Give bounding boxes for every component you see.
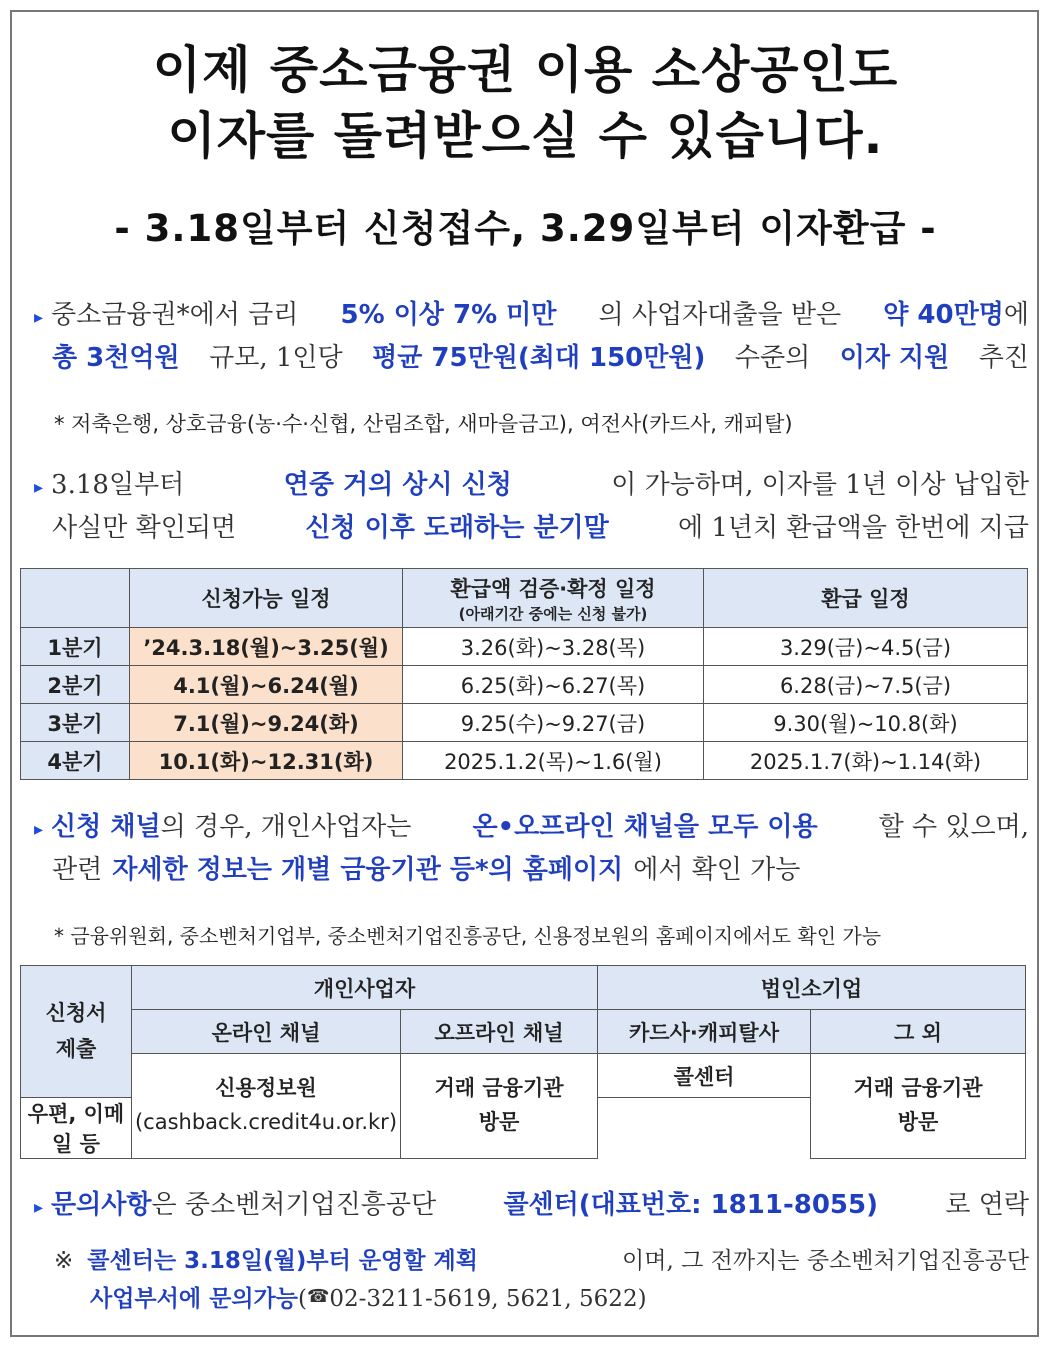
table-header-refund: 환급 일정 xyxy=(704,569,1028,628)
section1-line1 xyxy=(34,300,1029,331)
section3-line1 xyxy=(34,812,1029,843)
highlight-always: 연중 거의 상시 신청 xyxy=(283,470,512,500)
phone-icon: ☎ xyxy=(306,1285,330,1307)
verify-cell: 3.26(화)~3.28(목) xyxy=(403,628,704,666)
section2 xyxy=(34,470,1029,544)
verify-header-note: (아래기간 중에는 신청 불가) xyxy=(458,604,648,623)
online-url: (cashback.credit4u.or.kr) xyxy=(134,1110,398,1134)
text: 에서 확인 가능 xyxy=(633,855,801,886)
section3 xyxy=(34,812,1029,886)
table-row xyxy=(21,966,1026,1010)
text: 추진 xyxy=(978,343,1029,374)
text: 의 경우, 개인사업자는 xyxy=(160,812,412,842)
highlight-rate: 5% 이상 7% 미만 xyxy=(340,300,557,330)
other-value-line2: 방문 xyxy=(897,1110,939,1134)
text: 이 가능하며, 이자를 1년 이상 납입한 xyxy=(611,470,1029,500)
highlight-count: 약 40만명 xyxy=(883,300,1004,330)
table-row xyxy=(21,1010,1026,1054)
apply-cell: 7.1(월)~9.24(화) xyxy=(130,704,403,742)
quarter-cell: 1분기 xyxy=(21,628,130,666)
quarter-cell: 4분기 xyxy=(21,742,130,780)
highlight-callcenter: 콜센터(대표번호: 1811-8055) xyxy=(503,1190,878,1220)
col-other-header: 그 외 xyxy=(811,1010,1026,1054)
highlight-callcenter-plan: 콜센터는 3.18일(월)부터 운영할 계획 xyxy=(87,1248,478,1274)
highlight-inquiry: 문의사항 xyxy=(51,1190,152,1220)
apply-cell: ’24.3.18(월)~3.25(월) xyxy=(130,628,403,666)
table-header-verify xyxy=(403,569,704,628)
section2-line1 xyxy=(34,470,1029,501)
section3-note: * 금융위원회, 중소벤처기업부, 중소벤처기업진흥공단, 신용정보원의 홈페이지에서도 확인 가능 xyxy=(54,924,882,948)
section4-note-line1 xyxy=(54,1248,1029,1276)
table-header-empty xyxy=(21,569,130,628)
highlight-online-offline: 온•오프라인 채널을 모두 이용 xyxy=(472,812,818,842)
phone-numbers: 02-3211-5619, 5621, 5622) xyxy=(329,1285,647,1312)
text: 중소금융권*에서 금리 xyxy=(51,300,299,330)
offline-value-line2: 방문 xyxy=(478,1110,520,1134)
col-offline-header: 오프라인 채널 xyxy=(401,1010,598,1054)
row-header-line2: 제출 xyxy=(55,1036,97,1061)
refund-cell: 9.30(월)~10.8(화) xyxy=(704,704,1028,742)
refund-cell: 6.28(금)~7.5(금) xyxy=(704,666,1028,704)
section1 xyxy=(34,300,1029,374)
section4-line1 xyxy=(34,1190,1029,1221)
text: 규모, 1인당 xyxy=(209,343,343,374)
quarter-cell: 3분기 xyxy=(21,704,130,742)
table-row xyxy=(21,704,1028,742)
verify-cell: 9.25(수)~9.27(금) xyxy=(403,704,704,742)
apply-cell: 10.1(화)~12.31(화) xyxy=(130,742,403,780)
group-individual-header: 개인사업자 xyxy=(132,966,598,1010)
highlight-channel: 신청 채널 xyxy=(51,812,161,842)
refund-cell: 2025.1.7(화)~1.14(화) xyxy=(704,742,1028,780)
text: 3.18일부터 xyxy=(51,470,185,500)
table-row xyxy=(21,742,1028,780)
title-line1: 이제 중소금융권 이용 소상공인도 xyxy=(152,41,899,99)
text: 에 xyxy=(1003,300,1029,330)
col-online-header: 온라인 채널 xyxy=(132,1010,401,1054)
verify-cell: 2025.1.2(목)~1.6(월) xyxy=(403,742,704,780)
title-line2: 이자를 돌려받으실 수 있습니다. xyxy=(167,107,884,165)
section3-line2 xyxy=(34,855,1029,886)
table-header-apply: 신청가능 일정 xyxy=(130,569,403,628)
subtitle: - 3.18일부터 신청접수, 3.29일부터 이자환급 - xyxy=(114,207,937,250)
table-header-row xyxy=(21,569,1028,628)
online-value: 신용정보원 xyxy=(215,1076,317,1101)
section4-note xyxy=(54,1248,1029,1313)
other-value-cell xyxy=(811,1054,1026,1159)
row-header-line1: 신청서 xyxy=(45,1000,107,1025)
text: 사실만 확인되면 xyxy=(52,513,237,544)
refund-cell: 3.29(금)~4.5(금) xyxy=(704,628,1028,666)
apply-cell: 4.1(월)~6.24(월) xyxy=(130,666,403,704)
bullet-icon: ▸ xyxy=(34,1197,44,1218)
note-mark: ※ xyxy=(54,1248,74,1274)
section4 xyxy=(34,1190,1029,1221)
text: ( xyxy=(297,1285,307,1312)
row-header-cell xyxy=(21,966,132,1098)
col-card-header: 카드사·캐피탈사 xyxy=(598,1010,811,1054)
text: 할 수 있으며, xyxy=(878,812,1029,842)
group-corporate-header: 법인소기업 xyxy=(598,966,1026,1010)
highlight-total: 총 3천억원 xyxy=(52,343,180,374)
card-value-mail: 우편, 이메일 등 xyxy=(21,1098,132,1159)
table-row xyxy=(21,666,1028,704)
online-value-cell xyxy=(132,1054,401,1159)
table-row xyxy=(21,628,1028,666)
section4-note-line2 xyxy=(54,1286,1029,1314)
bullet-icon: ▸ xyxy=(34,819,44,840)
text: 은 중소벤처기업진흥공단 xyxy=(151,1190,437,1220)
other-value-line1: 거래 금융기관 xyxy=(853,1076,983,1101)
highlight-quarter-end: 신청 이후 도래하는 분기말 xyxy=(305,513,609,544)
highlight-department: 사업부서에 문의가능 xyxy=(90,1285,298,1312)
offline-value-cell xyxy=(401,1054,598,1159)
offline-value-line1: 거래 금융기관 xyxy=(434,1076,564,1101)
text: 의 사업자대출을 받은 xyxy=(598,300,842,330)
verify-cell: 6.25(화)~6.27(목) xyxy=(403,666,704,704)
bullet-icon: ▸ xyxy=(34,477,44,498)
channel-table xyxy=(20,965,1026,1159)
highlight-support: 이자 지원 xyxy=(839,343,950,374)
table-row xyxy=(21,1054,1026,1098)
bullet-icon: ▸ xyxy=(34,307,44,328)
text: 이며, 그 전까지는 중소벤처기업진흥공단 xyxy=(622,1248,1029,1274)
section1-line2 xyxy=(34,343,1029,374)
schedule-table xyxy=(20,568,1028,780)
section2-line2 xyxy=(34,513,1029,544)
card-value-callcenter: 콜센터 xyxy=(598,1054,811,1098)
text: 로 연락 xyxy=(945,1190,1029,1220)
text: 관련 xyxy=(52,855,103,886)
highlight-average: 평균 75만원(최대 150만원) xyxy=(372,343,706,374)
text: 에 1년치 환급액을 한번에 지급 xyxy=(677,513,1029,544)
verify-header-label: 환급액 검증·확정 일정 xyxy=(450,576,656,601)
section1-note: * 저축은행, 상호금융(농·수·신협, 산림조합, 새마을금고), 여전사(카드사, 캐피탈) xyxy=(54,412,793,436)
highlight-homepage: 자세한 정보는 개별 금융기관 등*의 홈페이지 xyxy=(112,855,624,886)
text: 수준의 xyxy=(734,343,811,374)
quarter-cell: 2분기 xyxy=(21,666,130,704)
